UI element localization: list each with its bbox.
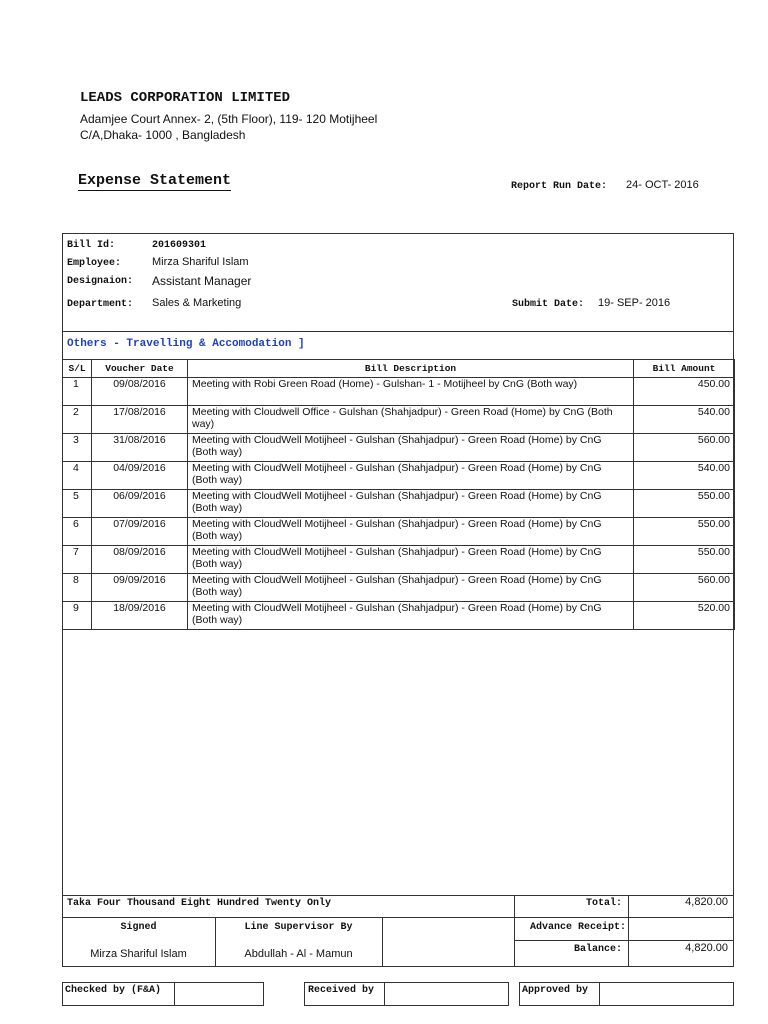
balance-label: Balance: — [573, 944, 622, 955]
signed-label: Signed — [120, 922, 157, 933]
row-amount: 560.00 — [634, 574, 735, 602]
row-amount: 540.00 — [634, 462, 735, 490]
advance-receipt-label: Advance Receipt: — [529, 922, 626, 933]
row-amount: 540.00 — [634, 406, 735, 434]
row-date: 09/08/2016 — [92, 378, 188, 406]
bill-id-value: 201609301 — [152, 240, 207, 251]
amount-in-words: Taka Four Thousand Eight Hundred Twenty Only — [67, 898, 332, 909]
row-date: 06/09/2016 — [92, 490, 188, 518]
table-row — [63, 518, 735, 546]
footer-signature-line — [62, 917, 514, 918]
row-amount: 450.00 — [634, 378, 735, 406]
header-voucher-date: Voucher Date — [92, 360, 188, 378]
row-amount: 550.00 — [634, 518, 735, 546]
footer-divider-main — [514, 895, 515, 967]
row-sl: 2 — [63, 406, 92, 434]
row-date: 17/08/2016 — [92, 406, 188, 434]
table-row — [63, 462, 735, 490]
footer-total-line — [514, 917, 734, 918]
approved-by-divider — [599, 982, 600, 1006]
row-sl: 1 — [63, 378, 92, 406]
table-header-row — [63, 360, 735, 378]
row-date: 31/08/2016 — [92, 434, 188, 462]
approved-by-label: Approved by — [522, 985, 589, 996]
row-sl: 8 — [63, 574, 92, 602]
expense-table — [62, 359, 735, 630]
table-row — [63, 434, 735, 462]
table-row — [63, 574, 735, 602]
row-date: 09/09/2016 — [92, 574, 188, 602]
header-sl: S/L — [63, 360, 92, 378]
employee-value: Mirza Shariful Islam — [152, 256, 249, 268]
checked-by-divider — [174, 982, 175, 1006]
total-value: 4,820.00 — [685, 896, 728, 908]
header-bill-amount: Bill Amount — [634, 360, 735, 378]
row-sl: 9 — [63, 602, 92, 630]
designation-value: Assistant Manager — [152, 274, 252, 288]
line-supervisor-label: Line Supervisor By — [244, 922, 353, 933]
row-sl: 6 — [63, 518, 92, 546]
row-sl: 3 — [63, 434, 92, 462]
footer-divider-amount — [628, 895, 629, 967]
employee-label: Employee: — [67, 258, 122, 269]
company-address-line2: C/A,Dhaka- 1000 , Bangladesh — [80, 128, 246, 142]
row-amount: 550.00 — [634, 490, 735, 518]
row-amount: 550.00 — [634, 546, 735, 574]
footer-top-line — [62, 895, 734, 896]
signed-name: Mirza Shariful Islam — [90, 948, 187, 960]
designation-label: Designaion: — [67, 276, 134, 287]
row-description: Meeting with CloudWell Motijheel - Gulshan (Shahjadpur) - Green Road (Home) by CnG (Both way) — [188, 490, 634, 518]
checked-by-label: Checked by (F&A) — [65, 985, 162, 996]
department-value: Sales & Marketing — [152, 297, 242, 309]
info-divider — [62, 331, 734, 332]
row-date: 07/09/2016 — [92, 518, 188, 546]
report-run-date: 24- OCT- 2016 — [626, 179, 699, 191]
section-title: Others - Travelling & Accomodation ] — [67, 338, 305, 350]
line-supervisor-name: Abdullah - Al - Mamun — [244, 948, 353, 960]
footer-divider-supervisor — [382, 917, 383, 967]
submit-date-label: Submit Date: — [512, 299, 585, 310]
row-description: Meeting with CloudWell Motijheel - Gulshan (Shahjadpur) - Green Road (Home) by CnG (Both way) — [188, 434, 634, 462]
row-description: Meeting with CloudWell Motijheel - Gulshan (Shahjadpur) - Green Road (Home) by CnG (Both way) — [188, 462, 634, 490]
row-sl: 5 — [63, 490, 92, 518]
table-row — [63, 602, 735, 630]
row-date: 18/09/2016 — [92, 602, 188, 630]
row-amount: 520.00 — [634, 602, 735, 630]
bill-id-label: Bill Id: — [67, 240, 116, 251]
table-row — [63, 378, 735, 406]
report-title: Expense Statement — [78, 172, 232, 189]
row-sl: 4 — [63, 462, 92, 490]
company-address-line1: Adamjee Court Annex- 2, (5th Floor), 119- 120 Motijheel — [80, 112, 378, 126]
report-run-date-label: Report Run Date: — [511, 181, 608, 192]
received-by-divider — [384, 982, 385, 1006]
row-date: 08/09/2016 — [92, 546, 188, 574]
row-date: 04/09/2016 — [92, 462, 188, 490]
row-description: Meeting with Cloudwell Office - Gulshan (Shahjadpur) - Green Road (Home) by CnG (Both way) — [188, 406, 634, 434]
department-label: Department: — [67, 299, 134, 310]
footer-advance-line — [514, 940, 734, 941]
row-description: Meeting with CloudWell Motijheel - Gulshan (Shahjadpur) - Green Road (Home) by CnG (Both way) — [188, 518, 634, 546]
header-bill-description: Bill Description — [188, 360, 634, 378]
row-description: Meeting with CloudWell Motijheel - Gulshan (Shahjadpur) - Green Road (Home) by CnG (Both way) — [188, 602, 634, 630]
received-by-label: Received by — [308, 985, 375, 996]
row-sl: 7 — [63, 546, 92, 574]
row-description: Meeting with Robi Green Road (Home) - Gulshan- 1 - Motijheel by CnG (Both way) — [188, 378, 634, 406]
table-row — [63, 406, 735, 434]
balance-value: 4,820.00 — [685, 942, 728, 954]
row-description: Meeting with CloudWell Motijheel - Gulshan (Shahjadpur) - Green Road (Home) by CnG (Both way) — [188, 546, 634, 574]
table-row — [63, 546, 735, 574]
submit-date-value: 19- SEP- 2016 — [598, 297, 671, 309]
table-row — [63, 490, 735, 518]
row-amount: 560.00 — [634, 434, 735, 462]
row-description: Meeting with CloudWell Motijheel - Gulshan (Shahjadpur) - Green Road (Home) by CnG (Both way) — [188, 574, 634, 602]
company-name: LEADS CORPORATION LIMITED — [80, 90, 291, 106]
total-label: Total: — [585, 898, 622, 909]
